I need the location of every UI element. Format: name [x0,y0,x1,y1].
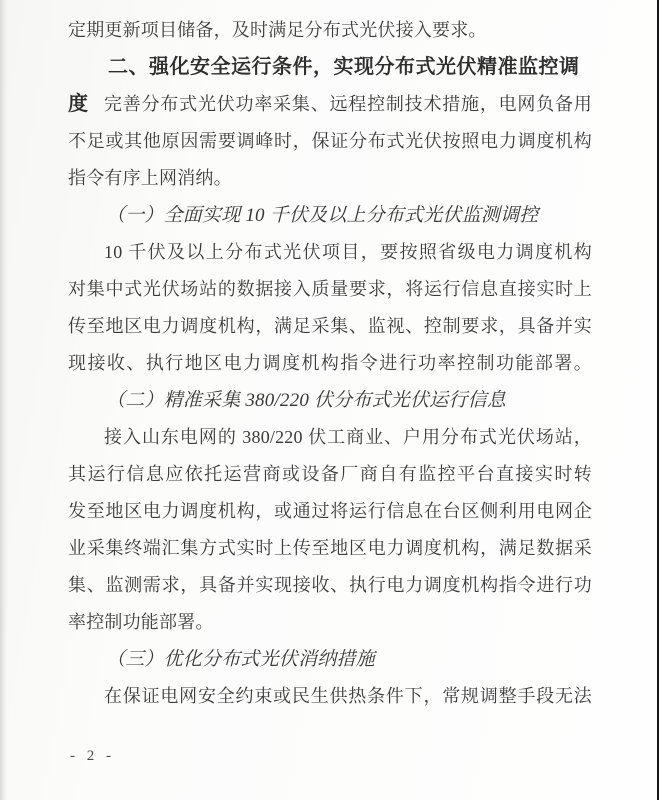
subsection-heading-3: （三）优化分布式光伏消纳措施 [106,649,375,670]
paragraph-line: 在保证电网安全约束或民生供热条件下，常规调整手段无法 [104,686,592,706]
scan-artifact-right-line [657,0,659,800]
paragraph-line: 业采集终端汇集方式实时上传至地区电力调度机构，满足数据采 [68,538,592,558]
paragraph-line: 不足或其他原因需要调峰时，保证分布式光伏按照电力调度机构 [68,131,592,151]
paragraph-line: 接入山东电网的 380/220 伏工商业、户用分布式光伏场站， [104,427,592,447]
paragraph-line: 集、监测需求，具备并实现接收、执行电力调度机构指令进行功 [68,575,592,595]
subsection-heading-1: （一）全面实现 10 千伏及以上分布式光伏监测调控 [106,205,539,226]
page-number: - 2 - [70,748,115,764]
paragraph-line: 对集中式光伏场站的数据接入质量要求，将运行信息直接实时上 [68,279,592,299]
subsection-heading-2: （二）精准采集 380/220 伏分布式光伏运行信息 [106,390,506,411]
paragraph-line: 10 千伏及以上分布式光伏项目，要按照省级电力调度机构 [104,242,592,262]
document-body [68,12,592,715]
section-heading: 二、强化安全运行条件，实现分布式光伏精准监控调度 [68,56,580,115]
paragraph-line: 率控制功能部署。 [68,612,214,632]
paragraph-line: 完善分布式光伏功率采集、远程控制技术措施，电网负备用 [104,94,592,114]
page-left-edge-shadow [0,0,8,800]
paragraph-line: 传至地区电力调度机构，满足采集、监视、控制要求，具备并实 [68,316,592,336]
paragraph-line: 发至地区电力调度机构，或通过将运行信息在台区侧利用电网企 [68,501,592,521]
paragraph-line: 其运行信息应依托运营商或设备厂商自有监控平台直接实时转 [68,464,592,484]
paragraph-line: 现接收、执行地区电力调度机构指令进行功率控制功能部署。 [68,353,592,373]
paragraph-line: 定期更新项目储备，及时满足分布式光伏接入要求。 [68,20,487,40]
paragraph-line: 指令有序上网消纳。 [68,168,232,188]
